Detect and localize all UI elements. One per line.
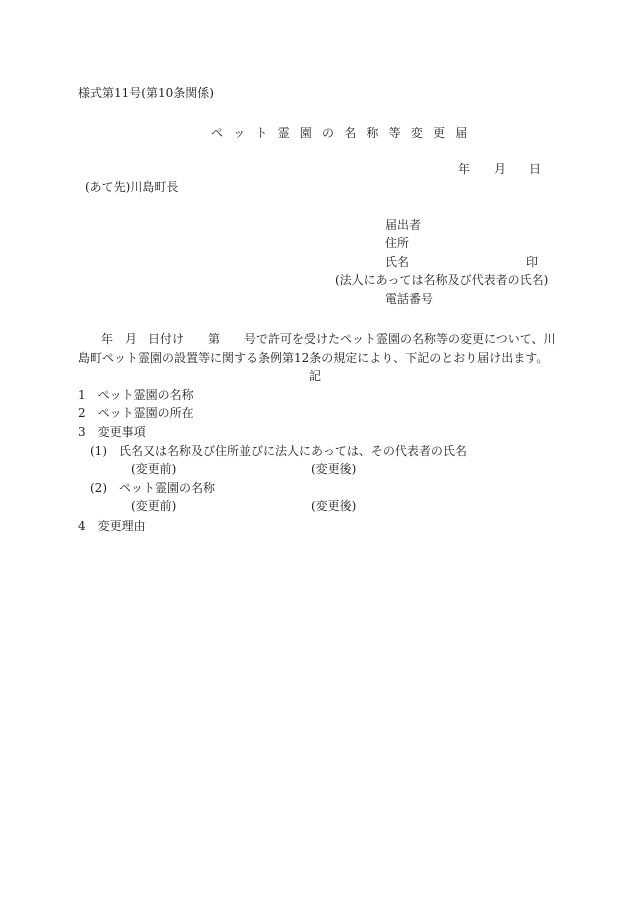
item-4: 4 変更理由 bbox=[78, 519, 146, 533]
sub-item-1-after: (変更後) bbox=[311, 462, 357, 476]
addressee: (あて先)川島町長 bbox=[85, 180, 179, 194]
sub-item-1: (1) 氏名又は名称及び住所並びに法人にあっては、その代表者の氏名 bbox=[90, 444, 467, 458]
body-year: 年 bbox=[101, 332, 114, 346]
body-month: 月 bbox=[125, 332, 138, 346]
date-day-label: 日 bbox=[529, 162, 542, 176]
sub-item-1-before: (変更前) bbox=[131, 462, 177, 476]
date-month-label: 月 bbox=[494, 162, 507, 176]
body-date: 日付け bbox=[148, 332, 185, 346]
item-1: 1 ペット霊園の名称 bbox=[78, 388, 194, 402]
document-title: ペット霊園の名称等変更届 bbox=[211, 126, 478, 140]
item-2: 2 ペット霊園の所在 bbox=[78, 406, 194, 420]
applicant-name-label: 氏名 bbox=[385, 255, 410, 269]
seal-mark: 印 bbox=[526, 255, 539, 269]
item-3: 3 変更事項 bbox=[78, 425, 146, 439]
body-line2-text: 島町ペット霊園の設置等に関する条例第12条の規定により、下記のとおり届け出ます。 bbox=[78, 351, 549, 365]
body-number-prefix: 第 bbox=[208, 332, 221, 346]
ki-heading: 記 bbox=[309, 369, 322, 383]
sub-item-2-after: (変更後) bbox=[311, 499, 357, 513]
body-line1-text: 号で許可を受けたペット霊園の名称等の変更について、川 bbox=[244, 332, 556, 346]
applicant-phone-label: 電話番号 bbox=[385, 292, 434, 306]
applicant-address-label: 住所 bbox=[385, 236, 410, 250]
form-number: 様式第11号(第10条関係) bbox=[78, 86, 214, 100]
sub-item-2-before: (変更前) bbox=[131, 499, 177, 513]
date-year-label: 年 bbox=[458, 162, 471, 176]
corporate-note: (法人にあっては名称及び代表者の氏名) bbox=[335, 273, 549, 287]
applicant-label: 届出者 bbox=[385, 218, 422, 232]
sub-item-2: (2) ペット霊園の名称 bbox=[90, 481, 215, 495]
